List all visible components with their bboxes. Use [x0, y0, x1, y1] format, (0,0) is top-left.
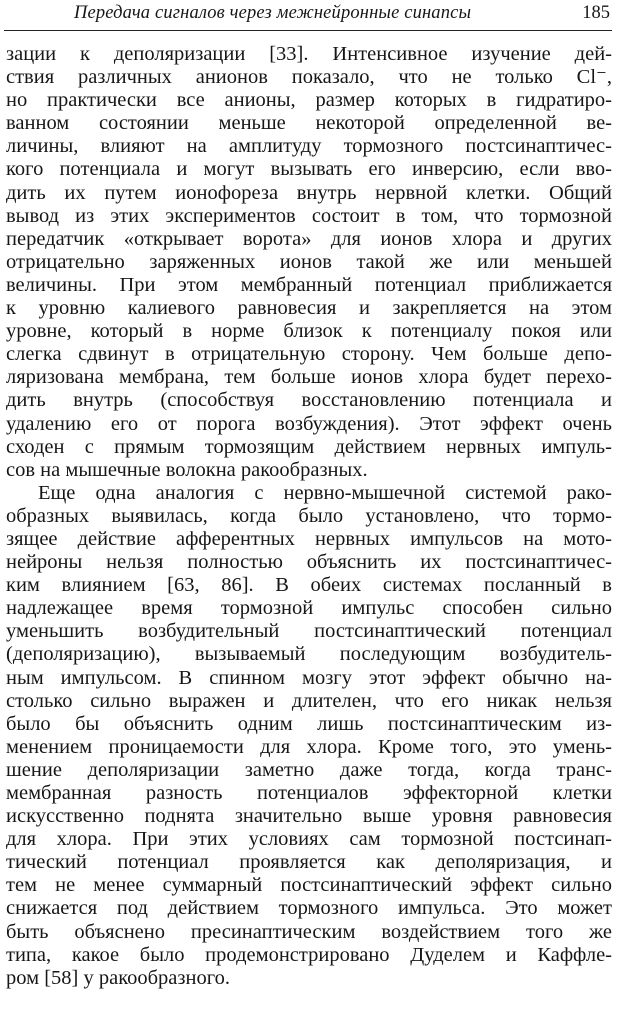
text-line: ром [58] у ракообразного. [6, 966, 230, 989]
text-line: уменьшить возбудительный постсинаптический потенциал [6, 620, 612, 643]
body-text [6, 43, 612, 990]
text-line: личины, влияют на амплитуду тормозного постсинаптичес- [6, 135, 612, 158]
text-line: удалению его от порога возбуждения). Этот эффект очень [6, 412, 612, 435]
text-line: было бы объяснить одним лишь постсинаптическим из- [6, 712, 612, 735]
text-line: но практически все анионы, размер которых в гидратиро- [6, 89, 612, 112]
running-header [4, 2, 612, 31]
text-line: ким влиянием [63, 86]. В обеих системах посланный в [6, 574, 612, 597]
text-line: Еще одна аналогия с нервно-мышечной системой рако- [38, 481, 612, 504]
text-line: (деполяризацию), вызываемый последующим возбудитель- [6, 643, 612, 666]
page-number: 185 [582, 3, 610, 23]
text-line: сходен с прямым тормозящим действием нервных импуль- [6, 435, 612, 458]
text-line: зации к деполяризации [33]. Интенсивное изучение дей- [6, 43, 612, 65]
text-line: к уровню калиевого равновесия и закрепляется на этом [6, 297, 612, 320]
text-line: надлежащее время тормозной импульс способен сильно [6, 597, 612, 620]
text-line: шение деполяризации заметно даже тогда, когда транс- [6, 758, 612, 781]
text-line: ляризована мембрана, тем больше ионов хлора будет перехо- [6, 366, 612, 389]
text-line: снижается под действием тормозного импульса. Это может [6, 897, 612, 920]
text-line: менением проницаемости для хлора. Кроме того, это умень- [6, 735, 612, 758]
running-title: Передача сигналов через межнейронные синапсы [74, 3, 472, 23]
text-line: тем не менее суммарный постсинаптический эффект сильно [6, 874, 612, 897]
text-line: величины. При этом мембранный потенциал приближается [6, 273, 612, 296]
text-line: уровне, который в норме близок к потенциалу покоя или [6, 320, 612, 343]
text-line: зящее действие афферентных нервных импульсов на мото- [6, 527, 612, 550]
text-line: тический потенциал проявляется как деполяризация, и [6, 851, 612, 874]
text-line: дить их путем ионофореза внутрь нервной клетки. Общий [6, 181, 612, 204]
text-line: столько сильно выражен и длителен, что его никак нельзя [6, 689, 612, 712]
text-line: слегка сдвинут в отрицательную сторону. Чем больше депо- [6, 343, 612, 366]
text-line: отрицательно заряженных ионов такой же или меньшей [6, 250, 612, 273]
text-line: быть объяснено пресинаптическим воздействием того же [6, 920, 612, 943]
text-line: ствия различных анионов показало, что не только Cl⁻, [6, 66, 612, 89]
text-line: искусственно поднята значительно выше уровня равновесия [6, 805, 612, 828]
paragraph [6, 43, 612, 482]
text-line: ванном состоянии меньше некоторой определенной ве- [6, 112, 612, 135]
text-line: вывод из этих экспериментов состоит в том, что тормозной [6, 204, 612, 227]
paragraph [6, 482, 612, 990]
text-line: для хлора. При этих условиях сам тормозной постсинап- [6, 828, 612, 851]
text-line: типа, какое было продемонстрировано Дуделем и Каффле- [6, 943, 612, 966]
text-line: нейроны нельзя полностью объяснить их постсинаптичес- [6, 551, 612, 574]
text-line: передатчик «открывает ворота» для ионов хлора и других [6, 227, 612, 250]
text-line: мембранная разность потенциалов эффекторной клетки [6, 782, 612, 804]
text-line: сов на мышечные волокна ракообразных. [6, 458, 368, 481]
text-line: ным импульсом. В спинном мозгу этот эффект обычно на- [6, 666, 612, 689]
text-line: дить внутрь (способствуя восстановлению потенциала и [6, 389, 612, 412]
text-line: образных выявилась, когда было установлено, что тормо- [6, 504, 612, 527]
text-line: кого потенциала и могут вызывать его инверсию, если вво- [6, 158, 612, 181]
